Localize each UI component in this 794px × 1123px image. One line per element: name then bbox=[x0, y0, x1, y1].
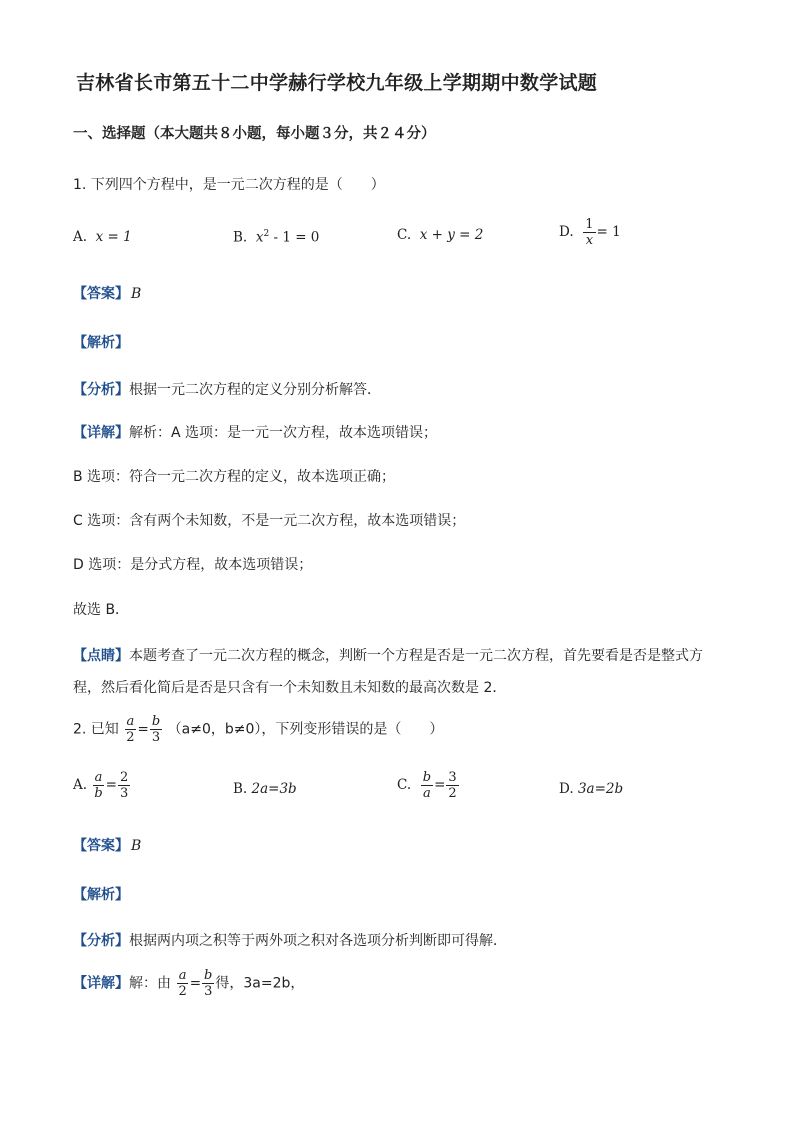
q1-option-d-letter: D. bbox=[559, 224, 574, 240]
q2-xiangjie-fraction-a bbox=[176, 968, 188, 999]
q2-fenxi bbox=[73, 930, 507, 950]
q1-dianjing bbox=[73, 645, 703, 665]
q2-fenxi-text: 根据两内项之积等于两外项之积对各选项分析判断即可得解． bbox=[129, 933, 507, 949]
q2-option-a-num2: 2 bbox=[119, 770, 129, 785]
q2-option-d-expr: 3a=2b bbox=[577, 781, 624, 797]
q2-option-c-fraction-left bbox=[421, 770, 433, 801]
q2-option-a-num: a bbox=[94, 770, 103, 785]
q2-xiangjie-pre: 解：由 bbox=[129, 975, 171, 992]
q2-option-c-den: a bbox=[423, 786, 431, 801]
q2-fraction-a-num: a bbox=[126, 714, 135, 729]
q2-xiangjie-num2: b bbox=[204, 968, 213, 983]
q2-option-c bbox=[397, 770, 460, 801]
q2-option-a-fraction-right bbox=[118, 770, 130, 801]
q1-option-d-rest: = 1 bbox=[596, 224, 621, 240]
q2-xiangjie-den2: 3 bbox=[204, 984, 213, 999]
q1-option-b-exponent: 2 bbox=[263, 229, 270, 239]
q1-line-d: D 选项：是分式方程，故本选项错误； bbox=[73, 557, 313, 573]
q2-option-a-eq: = bbox=[105, 777, 117, 793]
q2-option-d bbox=[559, 781, 623, 797]
q2-option-d-letter: D. bbox=[559, 781, 574, 797]
q1-fenxi-text: 根据一元二次方程的定义分别分析解答． bbox=[129, 382, 381, 398]
q2-answer-label: 【答案】 bbox=[73, 838, 129, 854]
q2-option-a-fraction-left bbox=[92, 770, 104, 801]
q2-xiangjie bbox=[73, 968, 304, 999]
q2-stem bbox=[73, 714, 443, 745]
q2-option-a-den: b bbox=[94, 786, 103, 801]
q1-choose: 故选 B． bbox=[73, 602, 130, 618]
q1-line-c: C 选项：含有两个未知数，不是一元二次方程，故本选项错误； bbox=[73, 513, 466, 529]
q1-option-c-letter: C. bbox=[397, 227, 412, 243]
q2-option-c-den2: 2 bbox=[448, 786, 457, 801]
q1-option-a-letter: A. bbox=[73, 229, 88, 245]
q1-option-b-var: x bbox=[255, 229, 264, 246]
q1-stem: 1. 下列四个方程中，是一元二次方程的是（ ） bbox=[73, 177, 385, 193]
q1-fenxi-label: 【分析】 bbox=[73, 382, 129, 398]
q2-xiangjie-fraction-b bbox=[202, 968, 214, 999]
q1-dianjing-line2: 程，然后看化简后是否是只含有一个未知数且未知数的最高次数是 2． bbox=[73, 680, 507, 696]
q1-dianjing-line1: 本题考查了一元二次方程的概念，判断一个方程是否是一元二次方程，首先要看是否是整式方 bbox=[129, 648, 703, 664]
q1-option-b-rest: - 1 = 0 bbox=[269, 229, 320, 246]
q2-option-a-den2: 3 bbox=[119, 786, 129, 801]
q1-xiangjie-text: 解析：A 选项：是一元一次方程，故本选项错误； bbox=[129, 425, 438, 441]
q1-analysis-label: 【解析】 bbox=[73, 335, 129, 351]
q1-answer-value: B bbox=[131, 286, 142, 302]
q2-fraction-b-num: b bbox=[151, 714, 161, 729]
q2-condition: （a≠0，b≠0），下列变形错误的是（ ） bbox=[167, 721, 444, 738]
q2-answer-value: B bbox=[131, 838, 142, 854]
q1-option-d-fraction bbox=[583, 217, 595, 248]
q2-option-c-eq: = bbox=[434, 777, 446, 793]
q1-option-a bbox=[73, 229, 132, 245]
q2-fraction-b bbox=[150, 714, 162, 745]
q2-option-c-letter: C. bbox=[397, 777, 412, 793]
page-title: 吉林省长市第五十二中学赫行学校九年级上学期期中数学试题 bbox=[76, 72, 598, 94]
q2-equals: = bbox=[137, 721, 149, 738]
q2-option-b-letter: B. bbox=[233, 781, 248, 797]
q1-xiangjie bbox=[73, 422, 437, 442]
q2-fraction-a-den: 2 bbox=[126, 730, 135, 745]
q2-xiangjie-post: 得，3a=2b， bbox=[215, 975, 305, 992]
q1-option-d-numerator: 1 bbox=[585, 217, 594, 232]
q2-fraction-b-den: 3 bbox=[151, 730, 161, 745]
q1-option-c-expr: x + y = 2 bbox=[419, 227, 484, 243]
section-heading: 一、选择题（本大题共８小题，每小题３分，共２４分） bbox=[73, 126, 436, 142]
q2-option-b bbox=[233, 781, 297, 797]
q2-xiangjie-eq: = bbox=[189, 975, 202, 992]
q1-option-d-denominator: x bbox=[585, 233, 594, 248]
q2-prefix: 2. 已知 bbox=[73, 721, 119, 738]
q2-fenxi-label: 【分析】 bbox=[73, 933, 129, 949]
q2-fraction-a bbox=[124, 714, 136, 745]
q1-xiangjie-label: 【详解】 bbox=[73, 425, 129, 441]
q2-xiangjie-num1: a bbox=[178, 968, 187, 983]
q1-option-c bbox=[397, 227, 483, 243]
q2-option-c-num2: 3 bbox=[448, 770, 457, 785]
q1-option-b-letter: B. bbox=[233, 229, 248, 246]
q1-dianjing-label: 【点睛】 bbox=[73, 648, 129, 664]
q1-line-b: B 选项：符合一元二次方程的定义，故本选项正确； bbox=[73, 469, 396, 485]
q2-answer bbox=[73, 835, 141, 855]
q2-option-a bbox=[73, 770, 131, 801]
q2-xiangjie-label: 【详解】 bbox=[73, 975, 129, 992]
q1-option-d bbox=[559, 217, 621, 248]
q2-option-c-fraction-right bbox=[446, 770, 458, 801]
q2-xiangjie-den1: 2 bbox=[178, 984, 187, 999]
q1-option-b bbox=[233, 229, 319, 246]
q1-fenxi bbox=[73, 379, 381, 399]
q2-option-c-num: b bbox=[422, 770, 432, 785]
q1-option-a-expr: x = 1 bbox=[95, 229, 132, 245]
q1-answer-label: 【答案】 bbox=[73, 286, 129, 302]
q1-answer bbox=[73, 283, 141, 303]
q2-option-a-letter: A. bbox=[73, 777, 88, 793]
q2-analysis-label: 【解析】 bbox=[73, 887, 129, 903]
q2-option-b-expr: 2a=3b bbox=[251, 781, 297, 797]
